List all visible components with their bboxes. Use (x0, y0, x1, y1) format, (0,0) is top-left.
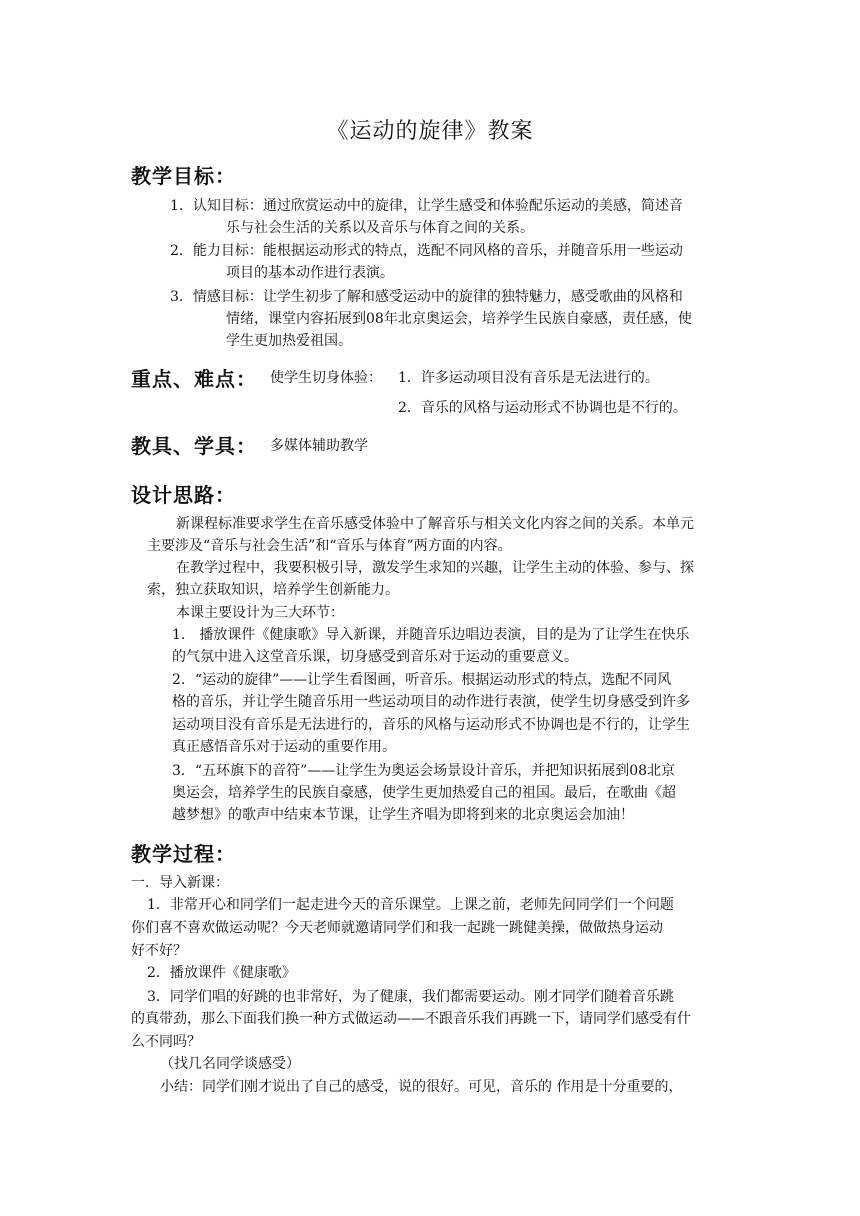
key-point-1: 1．许多运动项目没有音乐是无法进行的。 (398, 370, 659, 386)
process-2: 2．播放课件《健康歌》 (147, 965, 296, 981)
design-heading: 设计思路： (131, 483, 236, 507)
design-step-1-line-1: 1． 播放课件《健康歌》导入新课，并随音乐边唱边表演，目的是为了让学生在快乐 (172, 627, 690, 643)
process-4: （找几名同学谈感受） (160, 1056, 300, 1072)
design-step-1-line-2: 的气氛中进入这堂音乐课，切身感受到音乐对于运动的重要意义。 (172, 649, 578, 665)
design-para-2-line-1: 在教学过程中，我要积极引导，激发学生求知的兴趣，让学生主动的体验、参与、探 (176, 560, 694, 576)
tools-text: 多媒体辅助教学 (270, 438, 368, 454)
design-step-2-line-1: 2．“运动的旋律”——让学生看图画，听音乐。根据运动形式的特点，选配不同风 (172, 672, 672, 688)
document-title: 《运动的旋律》教案 (326, 119, 534, 144)
process-1-line-1: 1．非常开心和同学们一起走进今天的音乐课堂。上课之前，老师先问同学们一个问题 (147, 897, 674, 913)
process-1-line-2: 你们喜不喜欢做运动呢？今天老师就邀请同学们和我一起跳一跳健美操，做做热身运动 (131, 920, 663, 936)
objective-2-line-2: 项目的基本动作进行表演。 (226, 265, 394, 281)
key-points-heading: 重点、难点： (131, 367, 257, 391)
objectives-heading: 教学目标： (131, 164, 236, 188)
key-point-2: 2．音乐的风格与运动形式不协调也是不行的。 (398, 400, 687, 416)
design-para-1-line-2: 主要涉及“音乐与社会生活”和“音乐与体育”两方面的内容。 (147, 538, 512, 554)
tools-heading: 教具、学具： (131, 434, 257, 458)
objective-3-line-1: 3．情感目标：让学生初步了解和感受运动中的旋律的独特魅力，感受歌曲的风格和 (170, 289, 683, 305)
design-step-3-line-2: 奥运会，培养学生的民族自豪感，使学生更加热爱自己的祖国。最后，在歌曲《超 (172, 785, 676, 801)
design-para-1-line-1: 新课程标准要求学生在音乐感受体验中了解音乐与相关文化内容之间的关系。本单元 (176, 516, 694, 532)
design-para-3: 本课主要设计为三大环节： (176, 605, 344, 621)
process-heading: 教学过程： (131, 842, 236, 866)
objective-3-line-2: 情绪，课堂内容拓展到08年北京奥运会，培养学生民族自豪感，责任感，使 (226, 311, 692, 327)
objective-1-line-1: 1．认知目标：通过欣赏运动中的旋律，让学生感受和体验配乐运动的美感，简述音 (170, 198, 683, 214)
process-3-line-1: 3．同学们唱的好跳的也非常好，为了健康，我们都需要运动。刚才同学们随着音乐跳 (147, 989, 674, 1005)
process-1-line-3: 好不好？ (131, 943, 187, 959)
design-step-3-line-3: 越梦想》的歌声中结束本节课，让学生齐唱为即将到来的北京奥运会加油！ (172, 807, 634, 823)
design-step-2-line-3: 运动项目没有音乐是无法进行的，音乐的风格与运动形式不协调也是不行的，让学生 (172, 717, 690, 733)
objective-3-line-3: 学生更加热爱祖国。 (226, 333, 352, 349)
objective-2-line-1: 2．能力目标：能根据运动形式的特点，选配不同风格的音乐，并随音乐用一些运动 (170, 243, 683, 259)
process-subheading-1: 一．导入新课： (131, 875, 229, 891)
design-step-2-line-4: 真正感悟音乐对于运动的重要作用。 (172, 739, 396, 755)
key-points-lead: 使学生切身体验： (270, 370, 382, 386)
process-3-line-3: 么不同吗？ (131, 1034, 201, 1050)
design-step-3-line-1: 3．“五环旗下的音符”——让学生为奥运会场景设计音乐，并把知识拓展到08北京 (172, 763, 676, 779)
objective-1-line-2: 乐与社会生活的关系以及音乐与体育之间的关系。 (226, 220, 534, 236)
design-para-2-line-2: 索，独立获取知识，培养学生创新能力。 (147, 582, 399, 598)
design-step-2-line-2: 格的音乐，并让学生随音乐用一些运动项目的动作进行表演，使学生切身感受到许多 (172, 694, 690, 710)
process-3-line-2: 的真带劲，那么下面我们换一种方式做运动——不跟音乐我们再跳一下，请同学们感受有什 (131, 1011, 691, 1027)
process-5: 小结：同学们刚才说出了自己的感受，说的很好。可见，音乐的 作用是十分重要的， (160, 1079, 683, 1095)
